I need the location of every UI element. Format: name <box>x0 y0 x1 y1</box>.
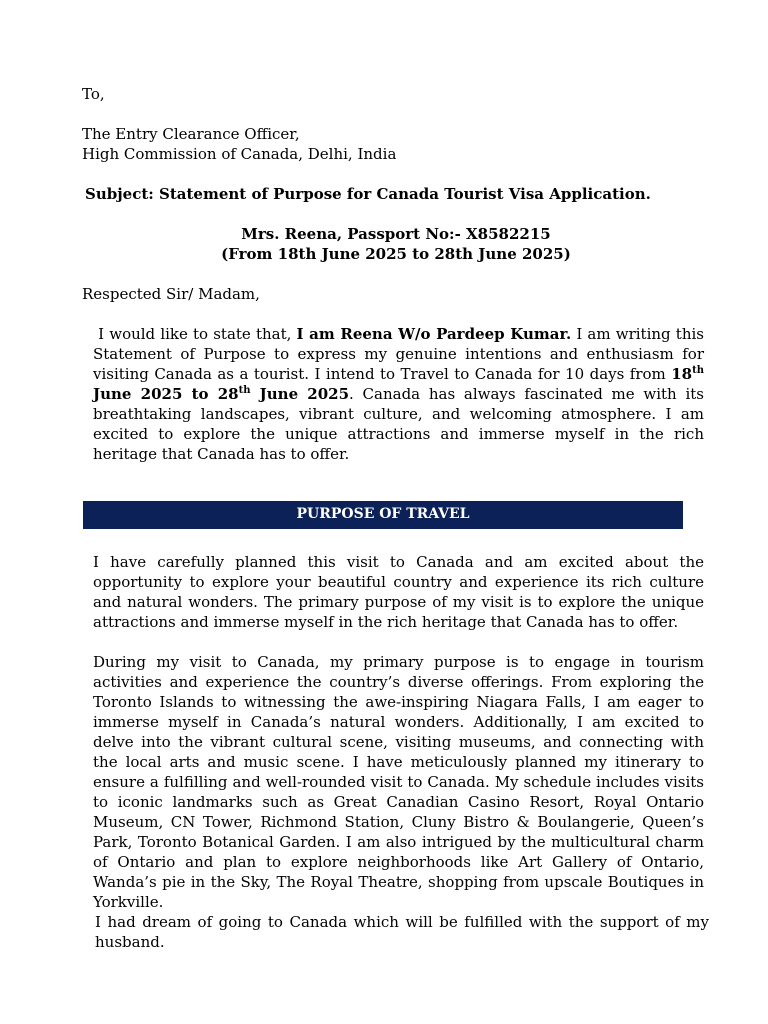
paragraph-2 <box>93 652 704 912</box>
intro-applicant-name: I am Reena W/o Pardeep Kumar. <box>296 325 572 343</box>
subject-line: Subject: Statement of Purpose for Canada Tourist Visa Application. <box>85 185 651 203</box>
section-heading-purpose-of-travel: PURPOSE OF TRAVEL <box>83 501 683 529</box>
paragraph-1 <box>93 552 704 632</box>
recipient-line-1: The Entry Clearance Officer, <box>82 125 300 143</box>
paragraph-3-text: I had dream of going to Canada which will be fulfilled with the support of my husband. <box>95 913 709 951</box>
intro-text-3: . Canada has always fascinated me with its breathtaking landscapes, vibrant culture, and welcoming atmosphere. I am excited to explore the unique attractions and immerse myself in the rich heritage that Canada has to offer. <box>93 385 704 463</box>
intro-text-2: I am writing this Statement of Purpose to express my genuine intentions and enthusiasm for visiting Canada as a tourist. I intend to Travel to Canada for 10 days from <box>93 325 704 383</box>
recipient-line-2: High Commission of Canada, Delhi, India <box>82 145 397 163</box>
paragraph-1-text: I have carefully planned this visit to Canada and am excited about the opportunity to explore your beautiful country and experience its rich culture and natural wonders. The primary purpose of my visit is to explore the unique attractions and immerse myself in the rich heritage that Canada has to offer. <box>93 553 704 631</box>
intro-text-1: I would like to state that, <box>98 325 297 343</box>
intro-travel-dates: 18th June 2025 to 28th June 2025 <box>93 365 704 403</box>
greeting: Respected Sir/ Madam, <box>82 285 260 303</box>
intro-paragraph <box>93 324 704 464</box>
paragraph-3 <box>95 912 709 952</box>
applicant-line: Mrs. Reena, Passport No:- X8582215 <box>241 225 551 243</box>
salutation-to: To, <box>82 85 105 103</box>
dates-line: (From 18th June 2025 to 28th June 2025) <box>221 245 571 263</box>
paragraph-2-text: During my visit to Canada, my primary purpose is to engage in tourism activities and experience the country’s diverse offerings. From exploring the Toronto Islands to witnessing the awe-inspiring Niagara Falls, I am eager to immerse myself in Canada’s natural wonders. Additionally, I am excited to delve into the vibrant cultural scene, visiting museums, and connecting with the local arts and music scene. I have meticulously planned my itinerary to ensure a fulfilling and well-rounded visit to Canada. My schedule includes visits to iconic landmarks such as Great Canadian Casino Resort, Royal Ontario Museum, CN Tower, Richmond Station, Cluny Bistro & Boulangerie, Queen’s Park, Toronto Botanical Garden. I am also intrigued by the multicultural charm of Ontario and plan to explore neighborhoods like Art Gallery of Ontario, Wanda’s pie in the Sky, The Royal Theatre, shopping from upscale Boutiques in Yorkville. <box>93 653 704 911</box>
